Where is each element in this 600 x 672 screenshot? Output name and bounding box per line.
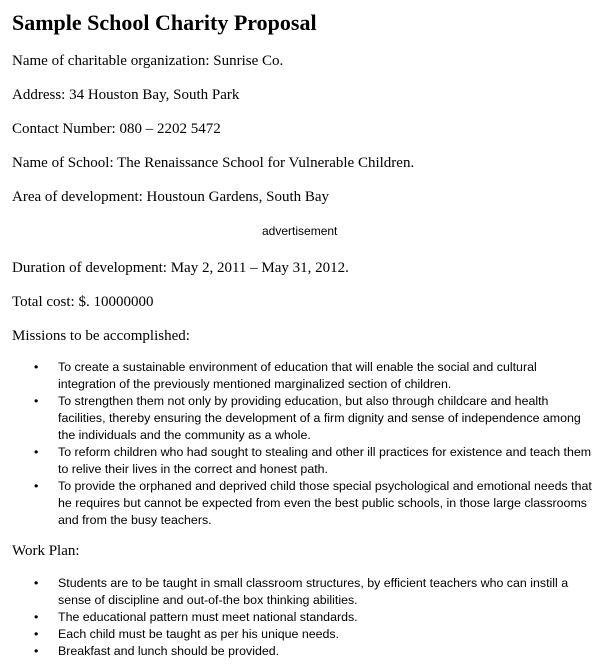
advertisement-label: advertisement xyxy=(262,224,338,238)
duration-line: Duration of development: May 2, 2011 – May 31, 2012. xyxy=(12,260,349,276)
missions-list xyxy=(12,359,592,529)
list-item xyxy=(12,575,592,609)
list-item-text: To create a sustainable environment of education that will enable the social and cultural integration of the previously mentioned marginalized section of children. xyxy=(58,360,537,391)
cost-line: Total cost: $. 10000000 xyxy=(12,294,154,310)
list-item-text: Students are to be taught in small classroom structures, by efficient teachers who can instill a sense of discipline and out-of-the box thinking abilities. xyxy=(58,576,569,607)
list-item xyxy=(12,359,592,393)
list-item xyxy=(12,478,592,529)
workplan-list xyxy=(12,575,592,660)
list-item xyxy=(12,444,592,478)
bullet-icon: • xyxy=(34,394,39,408)
document-title: Sample School Charity Proposal xyxy=(12,10,317,35)
organization-line: Name of charitable organization: Sunrise Co. xyxy=(12,53,284,69)
workplan-heading: Work Plan: xyxy=(12,543,80,559)
list-item-text: Each child must be taught as per his unique needs. xyxy=(58,627,340,641)
bullet-icon: • xyxy=(34,360,39,374)
area-line: Area of development: Houstoun Gardens, South Bay xyxy=(12,189,330,205)
missions-heading: Missions to be accomplished: xyxy=(12,328,190,344)
list-item-text: Breakfast and lunch should be provided. xyxy=(58,644,280,658)
list-item-text: The educational pattern must meet national standards. xyxy=(58,610,358,624)
bullet-icon: • xyxy=(34,445,39,459)
bullet-icon: • xyxy=(34,479,39,493)
list-item xyxy=(12,643,592,660)
list-item xyxy=(12,609,592,626)
list-item-text: To strengthen them not only by providing education, but also through childcare and health facilities, thereby ensuring the development of a firm dignity and sense of independence among the individuals and the community as a whole. xyxy=(58,394,581,442)
bullet-icon: • xyxy=(34,576,39,590)
address-line: Address: 34 Houston Bay, South Park xyxy=(12,87,240,103)
list-item xyxy=(12,393,592,444)
bullet-icon: • xyxy=(34,644,39,658)
list-item-text: To reform children who had sought to stealing and other ill practices for existence and teach them to relive their lives in the correct and honest path. xyxy=(58,445,592,476)
school-line: Name of School: The Renaissance School for Vulnerable Children. xyxy=(12,155,415,171)
bullet-icon: • xyxy=(34,627,39,641)
bullet-icon: • xyxy=(34,610,39,624)
list-item-text: To provide the orphaned and deprived child those special psychological and emotional needs that he requires but cannot be expected from even the best public schools, in those large classrooms and from the busy teachers. xyxy=(58,479,592,527)
list-item xyxy=(12,626,592,643)
contact-line: Contact Number: 080 – 2202 5472 xyxy=(12,121,221,137)
